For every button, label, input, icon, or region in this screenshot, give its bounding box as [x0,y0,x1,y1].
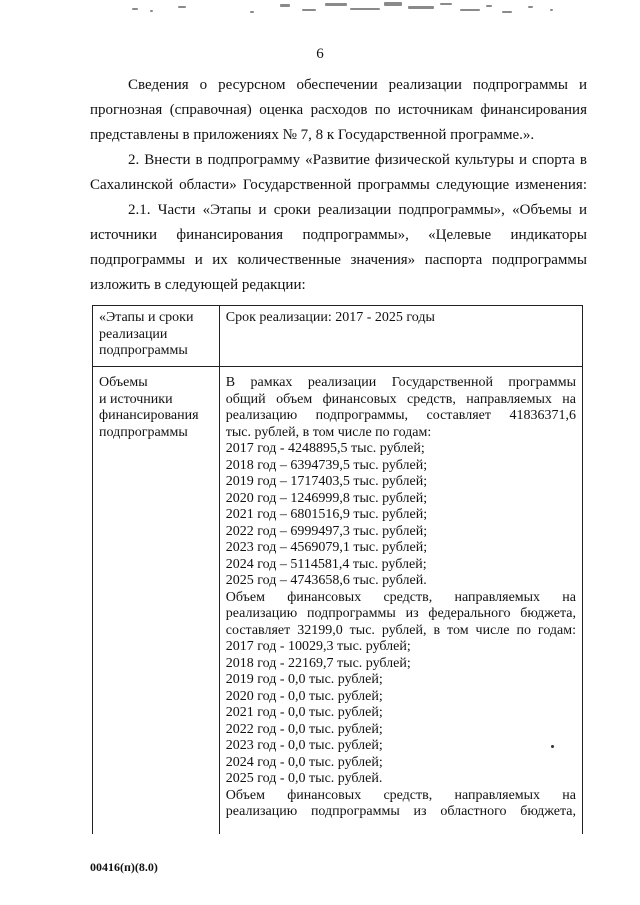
cell-line: подпрограммы [99,424,188,440]
cell-line: 2018 год - 22169,7 тыс. рублей; [225,655,411,671]
paragraph-line: подпрограммы и их количественные значения» паспорта подпрограммы [90,252,587,268]
table-row [93,306,583,367]
cell-line: 2024 год - 0,0 тыс. рублей; [225,754,383,770]
cell-line: 2022 год – 6999497,3 тыс. рублей; [225,523,428,539]
cell-line: подпрограммы [99,343,188,358]
table-cell-label [93,306,220,367]
cell-line: 2018 год – 6394739,5 тыс. рублей; [225,457,428,473]
table-row [93,367,583,835]
cell-line: общий объем финансовых средств, направляемых на [225,391,576,407]
scan-speck [551,745,554,748]
paragraph-line: Сахалинской области» Государственной программы следующие изменения: [90,177,587,193]
cell-line: 2025 год – 4743658,6 тыс. рублей. [225,573,427,588]
cell-line: Срок реализации: 2017 - 2025 годы [225,310,435,325]
cell-line: 2017 год - 4248895,5 тыс. рублей; [225,441,425,456]
paragraph-line: Сведения о ресурсном обеспечении реализации подпрограммы и [128,77,587,93]
paragraph-line: 2. Внести в подпрограмму «Развитие физической культуры и спорта в [128,152,587,168]
subprogram-passport-table [92,305,583,834]
document-form-code: 00416(п)(8.0) [90,860,158,874]
paragraph-line: прогнозная (справочная) оценка расходов по источникам финансирования [90,102,587,118]
paragraph-amendment-intro [90,148,587,198]
table-cell-value [219,306,582,367]
cell-line: «Этапы и сроки [99,310,194,325]
cell-line: 2020 год – 1246999,8 тыс. рублей; [225,490,428,506]
cell-line: 2025 год - 0,0 тыс. рублей. [225,771,383,786]
cell-line: В рамках реализации Государственной программы [225,375,576,390]
cell-line: 2019 год - 0,0 тыс. рублей; [225,672,383,687]
paragraph-line: изложить в следующей редакции: [90,277,306,293]
paragraph-resource-info [90,73,587,148]
paragraph-amendment-2-1 [90,198,587,298]
cell-line: Объемы [99,375,148,390]
paragraph-line: 2.1. Части «Этапы и сроки реализации подпрограммы», «Объемы и [128,202,587,218]
paragraph-line: представлены в приложениях № 7, 8 к Государственной программе.». [90,127,535,143]
cell-line: 2021 год - 0,0 тыс. рублей; [225,705,383,720]
page-number: 6 [316,46,324,62]
scan-noise-header [130,0,570,22]
cell-line: 2017 год - 10029,3 тыс. рублей; [225,639,411,654]
cell-line: реализацию подпрограммы из областного бюджета, [225,804,576,819]
cell-line: реализации [99,326,168,342]
cell-line: 2022 год - 0,0 тыс. рублей; [225,721,383,737]
cell-line: 2023 год – 4569079,1 тыс. рублей; [225,540,428,555]
table-cell-label [93,367,220,835]
cell-line: реализацию подпрограммы, составляет 41836371,6 [225,408,576,423]
cell-line: 2021 год – 6801516,9 тыс. рублей; [225,507,428,522]
cell-line: Объем финансовых средств, направляемых на [225,589,576,605]
cell-line: 2020 год - 0,0 тыс. рублей; [225,688,383,704]
cell-line: составляет 32199,0 тыс. рублей, в том числе по годам: [225,622,576,638]
paragraph-line: источники финансирования подпрограммы», «Целевые индикаторы [90,227,587,243]
cell-line: тыс. рублей, в том числе по годам: [225,424,432,440]
table-cell-value [219,367,582,835]
cell-line: и источники [99,391,173,407]
cell-line: 2024 год – 5114581,4 тыс. рублей; [225,556,427,572]
cell-line: финансирования [99,408,199,423]
cell-line: 2023 год - 0,0 тыс. рублей; [225,738,383,753]
cell-line: Объем финансовых средств, направляемых на [225,787,576,803]
cell-line: 2019 год – 1717403,5 тыс. рублей; [225,474,428,489]
cell-line: реализацию подпрограммы из федерального бюджета, [225,606,576,621]
